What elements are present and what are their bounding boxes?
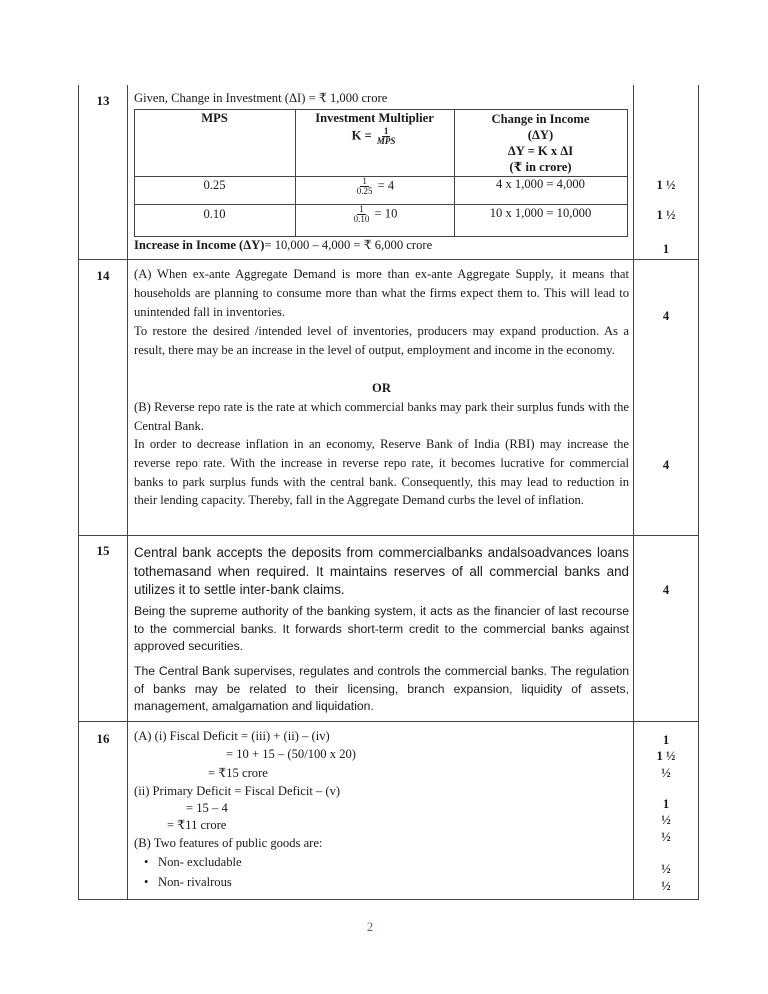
question-number-15: 15 [96, 543, 110, 558]
row1-mps: 0.25 [203, 178, 226, 192]
q14-a-paragraph-1: (A) When ex-ante Aggregate Demand is more than ex-ante Aggregate Supply, it means that households are planning to consume more than what the firms expect them to. This will lead to unintended fall in inventories. [134, 267, 629, 319]
q16-mark-8: ½ [661, 879, 671, 893]
q16-line-4: (ii) Primary Deficit = Fiscal Deficit – (v) [134, 784, 341, 798]
table-border-bottom [78, 899, 699, 900]
row-divider-13-14 [78, 259, 699, 260]
q13-given-text: Given, Change in Investment (ΔI) = ₹ 1,000 crore [134, 91, 388, 105]
q13-mark-row1: 1 ½ [656, 178, 676, 192]
q14-b-paragraph-1: (B) Reverse repo rate is the rate at which commercial banks may park their surplus funds with the Central Bank. [134, 400, 629, 433]
formula-numerator: 1 [383, 126, 389, 136]
q16-features-list [134, 853, 242, 892]
q16-line-7: (B) Two features of public goods are: [134, 836, 323, 850]
formula-fraction [375, 127, 398, 146]
q14-a-mark: 4 [662, 309, 670, 323]
header-investment-multiplier: Investment Multiplier [315, 111, 434, 125]
q16-line-3: = ₹15 crore [208, 766, 268, 780]
header-change-in-income: Change in Income (ΔY) ΔY = K x ΔI (₹ in crore) [491, 112, 590, 174]
q16-mark-4: 1 [662, 797, 670, 811]
page-number: 2 [366, 920, 374, 934]
q14-a-paragraph-2: To restore the desired /intended level of inventories, producers may expand production. As a result, there may be an increase in the level of output, employment and income in the economy. [134, 324, 629, 357]
row1-income: 4 x 1,000 = 4,000 [496, 177, 585, 191]
q16-mark-5: ½ [661, 813, 671, 827]
q15-mark: 4 [662, 583, 670, 597]
q16-mark-3: ½ [661, 766, 671, 780]
formula-k-prefix: K = [351, 128, 372, 143]
column-divider-number [127, 85, 128, 900]
formula-denominator: MPS [376, 136, 396, 146]
q16-mark-1: 1 [662, 733, 670, 747]
question-number-16: 16 [96, 731, 110, 746]
q15-paragraph-1: Central bank accepts the deposits from commercialbanks andalsoadvances loans tothemasand when required. It maintains reserves of all commercial banks and utilizes it to settle inter-bank claims. [134, 545, 629, 598]
q13-mark-row2: 1 ½ [656, 208, 676, 222]
row2-income: 10 x 1,000 = 10,000 [489, 206, 592, 220]
q16-mark-6: ½ [661, 830, 671, 844]
row2-mps: 0.10 [203, 207, 226, 221]
row-divider-15-16 [78, 721, 699, 722]
q15-paragraph-2: Being the supreme authority of the banking system, it acts as the financier of last recourse to the commercial banks. It forwards short-term credit to the commercial banks against approved securities. [134, 604, 629, 654]
q14-b-mark: 4 [662, 458, 670, 472]
header-mps: MPS [201, 111, 228, 125]
q13-mark-increase: 1 [662, 242, 670, 256]
list-item: • Non- excludable [134, 853, 242, 873]
row-divider-14-15 [78, 535, 699, 536]
q16-line-6: = ₹11 crore [167, 818, 227, 832]
q16-line-2: = 10 + 15 – (50/100 x 20) [226, 747, 356, 761]
list-item: • Non- rivalrous [134, 873, 242, 893]
row1-multiplier: $\frac{1}{0.25}$ = 4 [356, 176, 395, 196]
question-number-13: 13 [96, 93, 110, 108]
question-number-14: 14 [96, 268, 110, 283]
row2-multiplier: $\frac{1}{0.10}$ = 10 [353, 204, 398, 224]
q16-line-5: = 15 – 4 [186, 801, 228, 815]
q14-b-paragraph-2: In order to decrease inflation in an economy, Reserve Bank of India (RBI) may increase the reverse repo rate. With the increase in reverse repo rate, it becomes lucrative for commercial banks to park surplus funds with the central bank. Consequently, this may lead to reduction in their lending capacity. Thereby, fall in the Aggregate Demand curbs the level of inflation. [134, 437, 629, 508]
table-border-left [78, 85, 79, 900]
header-multiplier-formula [295, 127, 454, 146]
q16-mark-2: 1 ½ [656, 749, 676, 763]
q15-paragraph-3: The Central Bank supervises, regulates and controls the commercial banks. The regulation of banks may be related to their licensing, branch expansion, liquidity of assets, management, amalgamation and liquidation. [134, 664, 629, 714]
table-border-right [698, 85, 699, 900]
q16-line-1: (A) (i) Fiscal Deficit = (iii) + (ii) – (iv) [134, 729, 330, 743]
q14-or-label: OR [372, 381, 391, 395]
q13-increase-in-income: Increase in Income (ΔY)= 10,000 – 4,000 = ₹ 6,000 crore [134, 238, 433, 252]
q16-mark-7: ½ [661, 862, 671, 876]
